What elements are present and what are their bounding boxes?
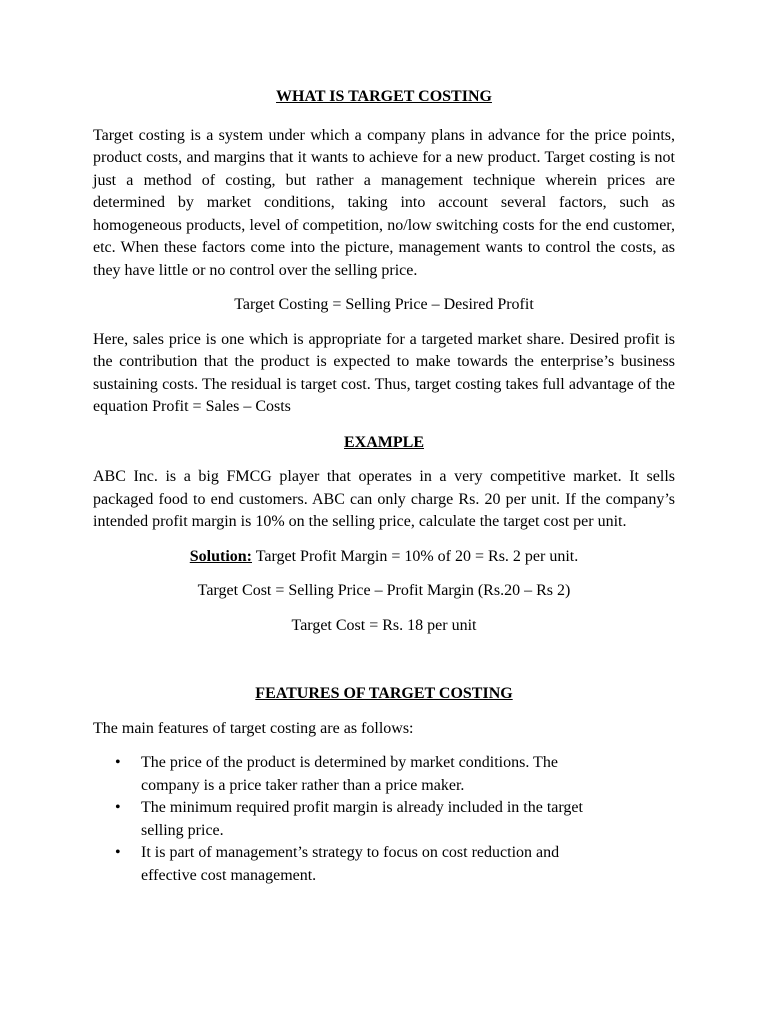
list-item (93, 752, 611, 797)
list-item-text: It is part of management’s strategy to focus on cost reduction and effective cost management. (141, 844, 560, 884)
list-item-text: The minimum required profit margin is already included in the target selling price. (141, 799, 583, 839)
bullet-icon: • (115, 754, 121, 771)
features-list (93, 752, 675, 887)
list-item (93, 797, 611, 842)
intro-paragraph: Target costing is a system under which a company plans in advance for the price points, product costs, and margins that it wants to achieve for a new product. Target costing is not just a method of costing, but rather a management technique wherein prices are determined by market conditions, taking into account several factors, such as homogeneous products, level of competition, no/low switching costs for the end customer, etc. When these factors come into the picture, management wants to control the costs, as they have little or no control over the selling price. (93, 126, 675, 279)
target-cost-result: Target Cost = Rs. 18 per unit (291, 616, 477, 634)
solution-label: Solution: (189, 547, 252, 565)
document-page (93, 86, 675, 887)
bullet-icon: • (115, 844, 121, 861)
section-heading-example: EXAMPLE (344, 433, 424, 451)
target-costing-formula: Target Costing = Selling Price – Desired Profit (234, 296, 534, 313)
solution-text: Target Profit Margin = 10% of 20 = Rs. 2 per unit. (252, 547, 579, 565)
list-item-text: The price of the product is determined by market conditions. The company is a price taker rather than a price maker. (141, 754, 558, 794)
target-cost-equation: Target Cost = Selling Price – Profit Margin (Rs.20 – Rs 2) (197, 582, 571, 599)
bullet-icon: • (115, 799, 121, 816)
features-intro: The main features of target costing are as follows: (93, 719, 414, 737)
section-heading-features: FEATURES OF TARGET COSTING (255, 685, 513, 702)
section-heading-what-is-target-costing: WHAT IS TARGET COSTING (276, 88, 492, 105)
example-problem-paragraph: ABC Inc. is a big FMCG player that operates in a very competitive market. It sells packaged food to end customers. ABC can only charge Rs. 20 per unit. If the company’s intended profit margin is 10% on the selling price, calculate the target cost per unit. (93, 468, 675, 530)
explanation-paragraph: Here, sales price is one which is appropriate for a targeted market share. Desired profit is the contribution that the product is expected to make towards the enterprise’s business sustaining costs. The residual is target cost. Thus, target costing takes full advantage of the equation Profit = Sales – Costs (93, 330, 675, 415)
list-item (93, 842, 611, 887)
solution-line (93, 546, 675, 569)
